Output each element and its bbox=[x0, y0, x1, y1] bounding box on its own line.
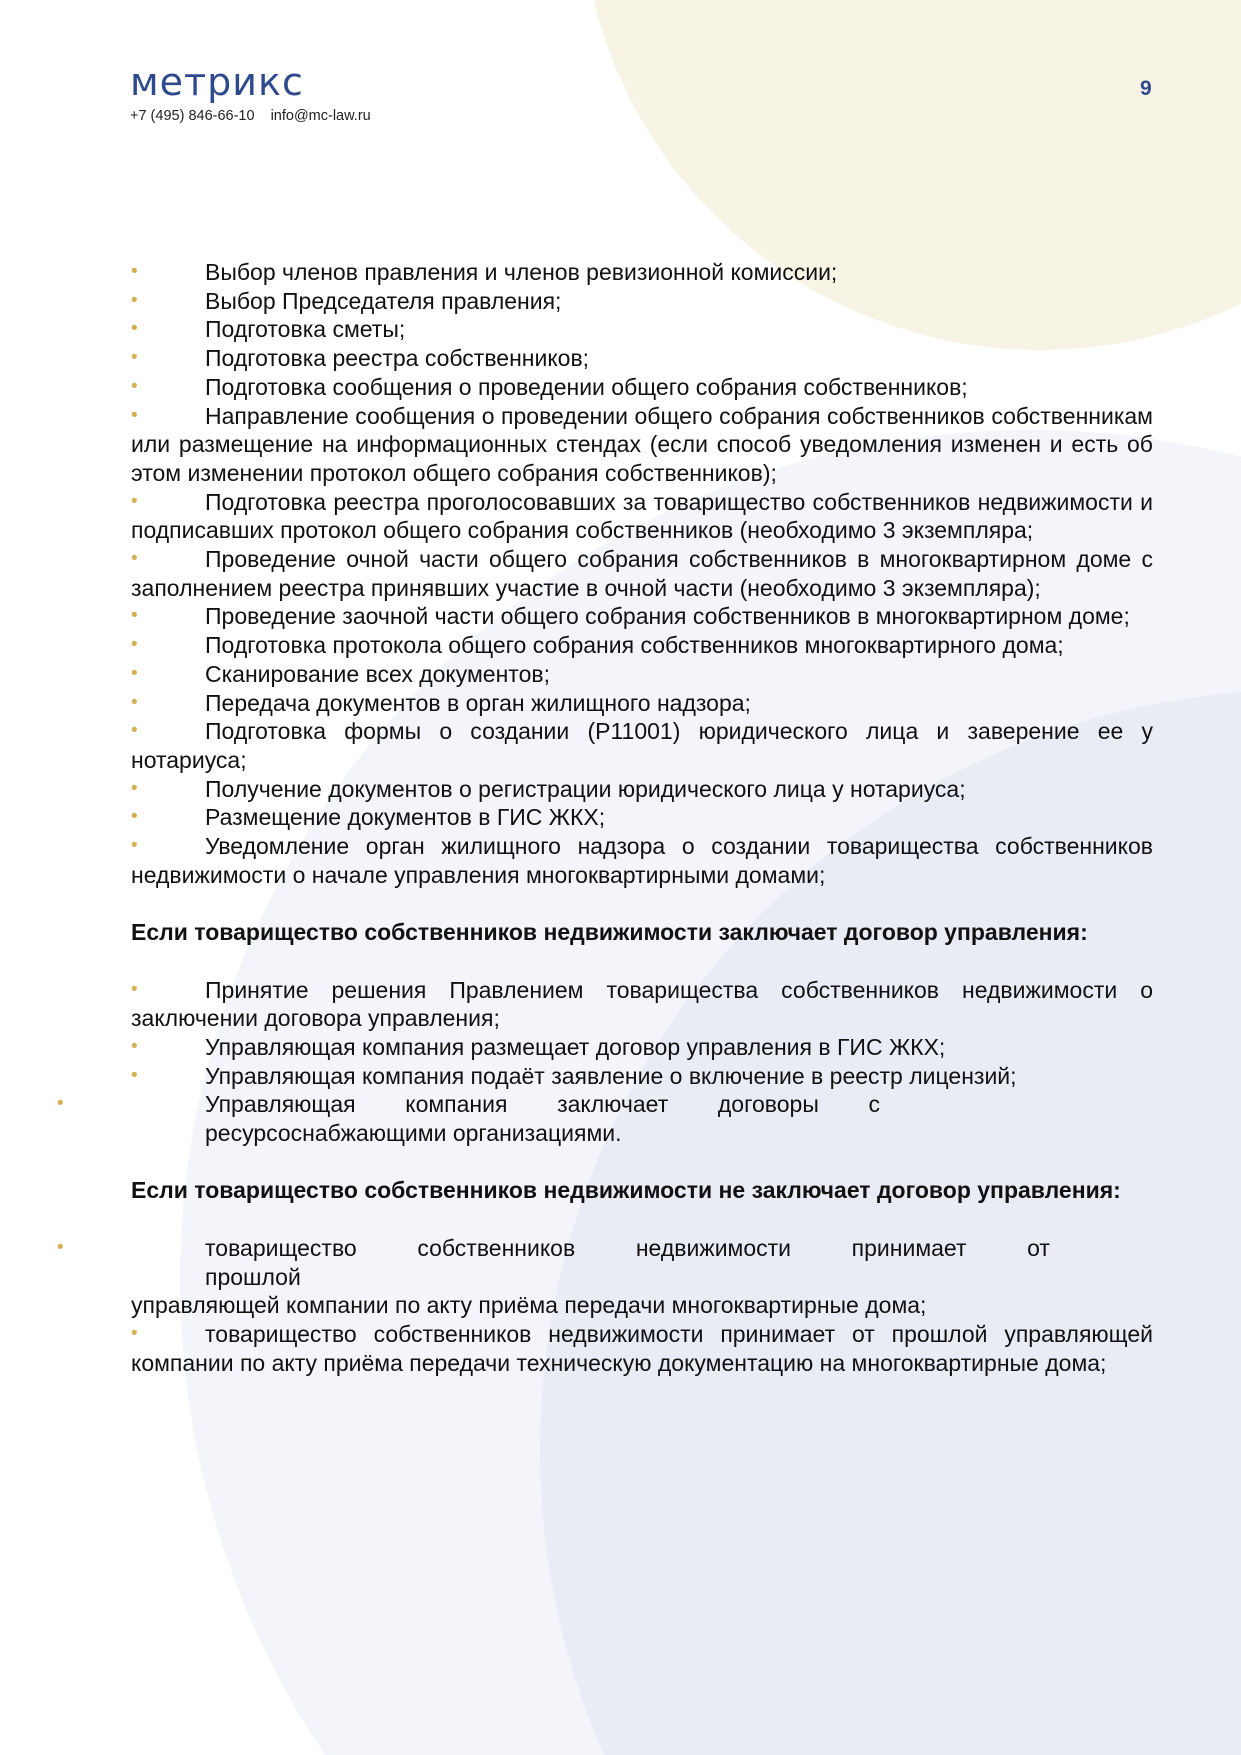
list-item bbox=[131, 402, 1153, 488]
list-item-text: Подготовка реестра собственников; bbox=[205, 345, 590, 372]
list-item-text: Подготовка формы о создании (Р11001) юридического лица и заверение ее у нотариуса; bbox=[131, 718, 1153, 773]
bullet-icon: • bbox=[131, 835, 138, 857]
list-item-text: товарищество собственников недвижимости принимает от прошлой управляющей компании по акту приёма передачи техническую документацию на многоквартирные дома; bbox=[131, 1320, 1153, 1376]
list-item-text: Сканирование всех документов; bbox=[205, 660, 550, 687]
list-item bbox=[131, 545, 1153, 602]
bullet-icon: • bbox=[131, 777, 138, 799]
bullet-icon: • bbox=[131, 490, 138, 512]
bullet-icon: • bbox=[131, 1322, 138, 1344]
bullet-icon: • bbox=[131, 548, 138, 570]
company-logo: метрикс bbox=[130, 60, 304, 104]
section-heading-no-contract: Если товарищество собственников недвижимости не заключает договор управления: bbox=[131, 1177, 1121, 1204]
no-contract-steps-list bbox=[131, 1320, 1153, 1377]
bullet-icon: • bbox=[131, 978, 138, 1000]
bullet-icon: • bbox=[131, 806, 138, 828]
list-item-text: Проведение заочной части общего собрания собственников в многоквартирном доме; bbox=[205, 603, 1130, 630]
list-item-text: Подготовка сметы; bbox=[205, 316, 406, 343]
bullet-icon: • bbox=[131, 375, 138, 397]
list-item bbox=[131, 602, 1153, 631]
bullet-icon: • bbox=[131, 1035, 138, 1057]
steps-list bbox=[131, 258, 1153, 889]
bullet-icon: • bbox=[131, 289, 138, 311]
list-item bbox=[131, 689, 1153, 718]
bullet-icon: • bbox=[57, 1236, 64, 1258]
bullet-icon: • bbox=[57, 1093, 64, 1115]
list-item bbox=[131, 1320, 1153, 1377]
list-item bbox=[131, 976, 1153, 1033]
list-item-text: Выбор Председателя правления; bbox=[205, 287, 562, 314]
bullet-icon: • bbox=[131, 404, 138, 426]
list-item bbox=[131, 258, 1153, 287]
section-heading-contract: Если товарищество собственников недвижимости заключает договор управления: bbox=[131, 919, 1088, 946]
bullet-icon: • bbox=[131, 318, 138, 340]
list-item-text: Получение документов о регистрации юридического лица у нотариуса; bbox=[205, 775, 966, 802]
list-item bbox=[131, 717, 1153, 774]
contact-line bbox=[130, 108, 371, 124]
list-item-text: Принятие решения Правлением товарищества собственников недвижимости о заключении договора управления; bbox=[131, 976, 1153, 1032]
phone-number: +7 (495) 846-66-10 bbox=[130, 108, 255, 124]
list-item bbox=[131, 775, 1153, 804]
list-item bbox=[131, 1062, 1153, 1091]
bullet-icon: • bbox=[131, 691, 138, 713]
list-item bbox=[131, 344, 1153, 373]
list-item: • Управляющая компания заключает договоры с ресурсоснабжающими организациями. bbox=[57, 1091, 880, 1147]
list-item: • товарищество собственников недвижимости принимает от прошлой bbox=[57, 1234, 1050, 1290]
bullet-icon: • bbox=[131, 634, 138, 656]
list-item bbox=[131, 832, 1153, 889]
list-item bbox=[131, 660, 1153, 689]
bullet-icon: • bbox=[131, 720, 138, 742]
list-item bbox=[131, 287, 1153, 316]
list-item bbox=[131, 315, 1153, 344]
page-header bbox=[130, 62, 371, 124]
contract-steps-list bbox=[131, 976, 1153, 1091]
list-item-text: Направление сообщения о проведении общего собрания собственников собственникам или размещение на информационных стендах (если способ уведомления изменен и есть об этом изменении протокол общего собрания собственников); bbox=[131, 402, 1153, 486]
list-item-text: Уведомление орган жилищного надзора о создании товарищества собственников недвижимости о начале управления многоквартирными домами; bbox=[131, 833, 1153, 888]
list-item-text: Размещение документов в ГИС ЖКХ; bbox=[205, 804, 606, 831]
bullet-icon: • bbox=[131, 662, 138, 684]
list-item bbox=[131, 1033, 1153, 1062]
list-item bbox=[131, 631, 1153, 660]
page-number: 9 bbox=[1140, 77, 1152, 100]
email-address: info@mc-law.ru bbox=[270, 108, 371, 124]
list-item-text: Управляющая компания размещает договор управления в ГИС ЖКХ; bbox=[205, 1033, 946, 1060]
list-item-text: Передача документов в орган жилищного надзора; bbox=[205, 689, 751, 716]
list-item bbox=[131, 488, 1153, 545]
bullet-icon: • bbox=[131, 605, 138, 627]
list-item-text: Подготовка сообщения о проведении общего собрания собственников; bbox=[205, 373, 968, 400]
bullet-icon: • bbox=[131, 347, 138, 369]
list-item-text: Управляющая компания подаёт заявление о включение в реестр лицензий; bbox=[205, 1062, 1017, 1089]
list-item bbox=[131, 373, 1153, 402]
list-item bbox=[131, 803, 1153, 832]
bullet-icon: • bbox=[131, 261, 138, 282]
list-item-text: Подготовка протокола общего собрания собственников многоквартирного дома; bbox=[205, 632, 1064, 659]
document-body bbox=[57, 258, 1153, 1377]
bullet-icon: • bbox=[131, 1064, 138, 1086]
list-item-text: Подготовка реестра проголосовавших за товарищество собственников недвижимости и подписавших протокол общего собрания собственников (необходимо 3 экземпляра; bbox=[131, 488, 1153, 544]
list-item-text: Выбор членов правления и членов ревизионной комиссии; bbox=[205, 259, 838, 285]
list-item-text: Проведение очной части общего собрания собственников в многоквартирном доме с заполнением реестра принявших участие в очной части (необходимо 3 экземпляра); bbox=[131, 546, 1153, 601]
list-item-continuation: управляющей компании по акту приёма передачи многоквартирные дома; bbox=[131, 1292, 927, 1319]
